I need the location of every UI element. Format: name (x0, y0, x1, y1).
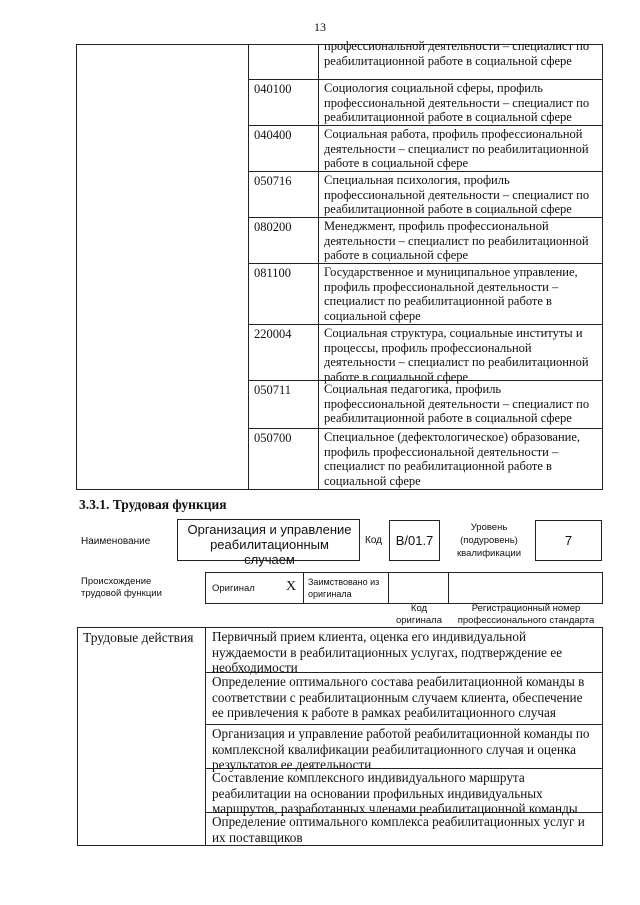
specialty-name: Государственное и муниципальное управление, профиль профессиональной деятельности – специалист по реабилитационной работе в социальной сфере (324, 265, 578, 323)
table-row (206, 812, 602, 846)
qualification-level-label: Уровень (подуровень) квалификации (456, 522, 522, 559)
section-title: 3.3.1. Трудовая функция (79, 497, 227, 512)
labor-actions-header: Трудовые действия (83, 630, 194, 645)
borrowed-label: Заимствовано из оригинала (308, 577, 380, 599)
table-row (249, 125, 602, 172)
table-row (206, 628, 602, 675)
table-row (249, 39, 602, 79)
labor-action-text: Определение оптимального комплекса реабилитационных услуг и их поставщиков (212, 814, 585, 845)
original-mark: X (286, 579, 297, 594)
table-row (206, 768, 602, 816)
table-row (249, 324, 602, 384)
page-number: 13 (314, 20, 326, 34)
origin-label: Происхождение трудовой функции (81, 576, 162, 599)
table-row (249, 263, 602, 325)
specialty-name: профессиональной деятельности – специалист по реабилитационной работе в социальной сфере (324, 39, 590, 68)
registration-number-caption: Регистрационный номер профессионального стандарта (457, 603, 595, 626)
specialty-code: 081100 (254, 266, 292, 280)
original-label: Оригинал (212, 583, 255, 594)
table-row (249, 380, 602, 429)
specialty-name: Менеджмент, профиль профессиональной деятельности – специалист по реабилитационной работе в социальной сфере (324, 219, 589, 263)
table-row (249, 79, 602, 126)
labor-action-text: Составление комплексного индивидуального маршрута реабилитации на основании профильных индивидуальных маршрутов, разработанных членами реабилитационной команды (212, 770, 578, 816)
labor-actions-table (77, 627, 603, 846)
specialty-name: Социальная педагогика, профиль профессиональной деятельности – специалист по реабилитационной работе в социальной сфере (324, 382, 590, 426)
labor-action-text: Определение оптимального состава реабилитационной команды в соответствии с реабилитационным случаем клиента, обеспечение ее привлечения к работе в рамках реабилитационного случая (212, 674, 585, 720)
function-name-box: Организация и управление реабилитационным случаем (177, 519, 360, 561)
specialty-name: Социология социальной сферы, профиль профессиональной деятельности – специалист по реабилитационной работе в социальной сфере (324, 81, 590, 125)
origin-row (205, 572, 603, 604)
specialty-code: 080200 (254, 220, 292, 234)
code-label: Код (365, 535, 383, 546)
specialty-code: 040400 (254, 128, 292, 142)
specialty-code: 040100 (254, 82, 292, 96)
specialty-code: 050711 (254, 383, 292, 397)
table-row (206, 672, 602, 725)
table-row (249, 217, 602, 264)
table-row (249, 428, 602, 491)
specialty-code: 050716 (254, 174, 292, 188)
specialty-code: 050700 (254, 431, 292, 445)
specialty-name: Социальная работа, профиль профессиональной деятельности – специалист по реабилитационной работе в социальной сфере (324, 127, 589, 171)
specialty-code: 220004 (254, 327, 292, 341)
table-row (249, 171, 602, 218)
table-row (206, 724, 602, 772)
specialty-name: Специальная психология, профиль профессиональной деятельности – специалист по реабилитационной работе в социальной сфере (324, 173, 590, 217)
specialty-name: Социальная структура, социальные институты и процессы, профиль профессиональной деятельности – специалист по реабилитационной работе в социальной сфере (324, 326, 589, 384)
qualification-level-box: 7 (535, 520, 602, 561)
name-label: Наименование (81, 536, 151, 547)
original-code-caption: Код оригинала (395, 603, 442, 626)
labor-action-text: Организация и управление работой реабилитационной команды по комплексной квалификации реабилитационного случая и оценка результатов ее деятельности (212, 726, 590, 772)
code-value-box: В/01.7 (389, 520, 440, 561)
specialty-name: Специальное (дефектологическое) образование, профиль профессиональной деятельности – специалист по реабилитационной работе в социальной сфере (324, 430, 581, 488)
labor-action-text: Первичный прием клиента, оценка его индивидуальной нуждаемости в реабилитационных услугах, подтверждение ее необходимости (212, 629, 563, 675)
specialties-table (76, 39, 603, 490)
